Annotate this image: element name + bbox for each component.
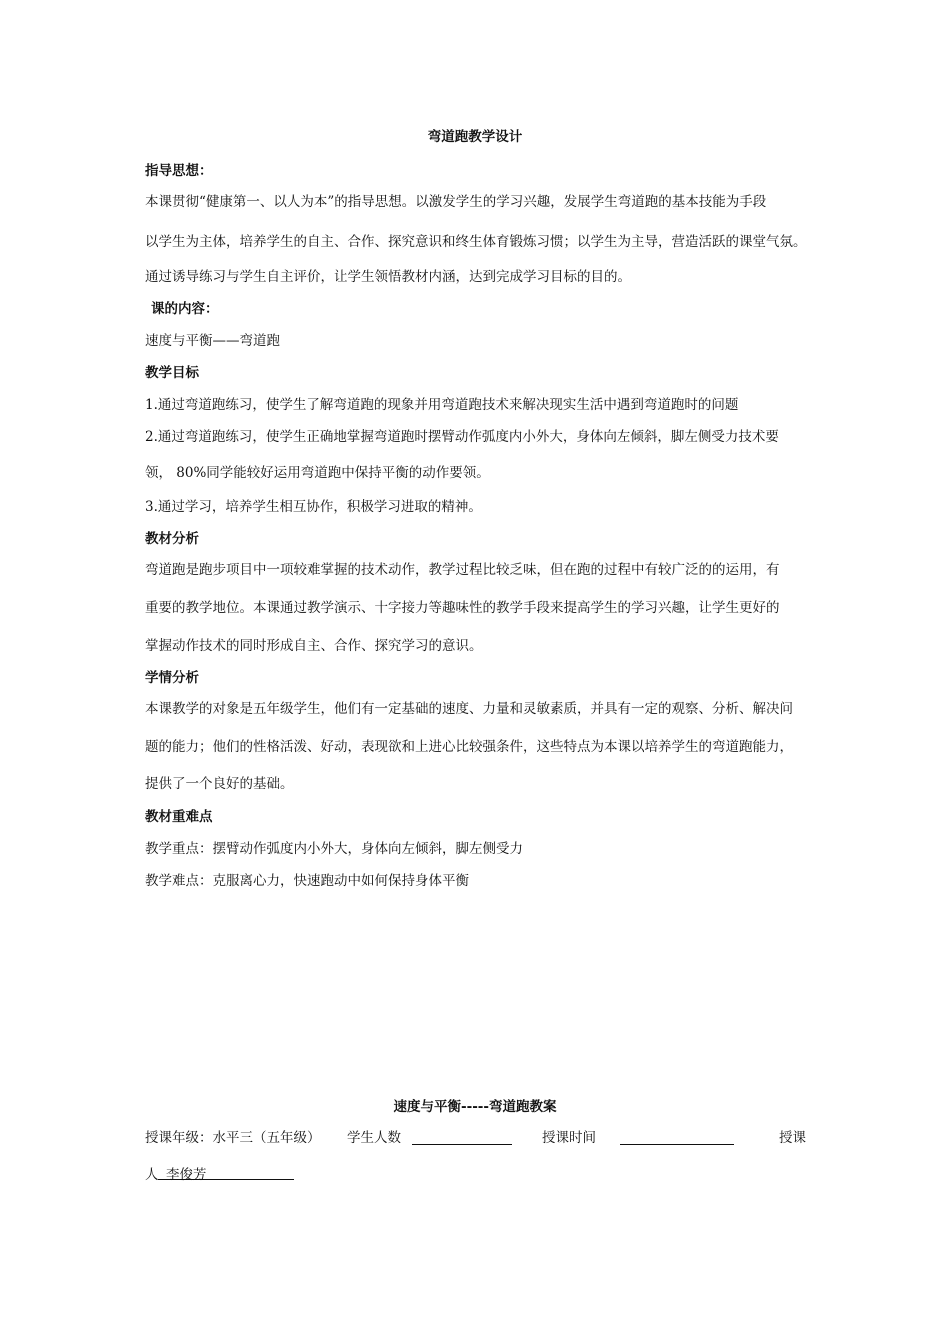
guiding-heading: 指导思想： xyxy=(145,163,213,179)
guiding-line-3: 通过诱导练习与学生自主评价，让学生领悟教材内涵，达到完成学习目标的目的。 xyxy=(145,269,631,285)
objective-line-3: 领， 80%同学能较好运用弯道跑中保持平衡的动作要领。 xyxy=(145,465,490,481)
material-heading: 教材分析 xyxy=(145,531,199,547)
teacher-name: 李俊芳 xyxy=(166,1167,207,1183)
key-point: 教学重点：摆臂动作弧度内小外大，身体向左倾斜，脚左侧受力 xyxy=(145,841,523,857)
objective-line-2: 2.通过弯道跑练习，使学生正确地掌握弯道跑时摆臂动作弧度内小外大，身体向左倾斜，脚左侧受力技术要 xyxy=(145,429,779,445)
plan-title: 速度与平衡-----弯道跑教案 xyxy=(393,1099,557,1115)
difficult-point: 教学难点：克服离心力，快速跑动中如何保持身体平衡 xyxy=(145,873,469,889)
students-line-2: 题的能力；他们的性格活泼、好动，表现欲和上进心比较强条件，这些特点为本课以培养学生的弯道跑能力， xyxy=(145,739,793,755)
document-title: 弯道跑教学设计 xyxy=(427,129,523,145)
objective-line-1: 1.通过弯道跑练习，使学生了解弯道跑的现象并用弯道跑技术来解决现实生活中遇到弯道跑时的问题 xyxy=(145,397,739,413)
guiding-line-2: 以学生为主体，培养学生的自主、合作、探究意识和终生体育锻炼习惯；以学生为主导，营造活跃的课堂气氛。 xyxy=(145,234,807,250)
objectives-heading: 教学目标 xyxy=(145,365,199,381)
material-line-2: 重要的教学地位。本课通过教学演示、十字接力等趣味性的教学手段来提高学生的学习兴趣，让学生更好的 xyxy=(145,600,780,616)
material-line-1: 弯道跑是跑步项目中一项较难掌握的技术动作，教学过程比较乏味，但在跑的过程中有较广泛的的运用，有 xyxy=(145,562,780,578)
students-count-label: 学生人数 xyxy=(347,1130,401,1146)
teacher-name-field xyxy=(158,1163,294,1183)
grade-label: 授课年级：水平三（五年级） xyxy=(145,1130,321,1146)
guiding-line-1: 本课贯彻“健康第一、以人为本”的指导思想。以激发学生的学习兴趣，发展学生弯道跑的基本技能为手段 xyxy=(145,194,767,210)
students-heading: 学情分析 xyxy=(145,670,199,686)
difficulty-heading: 教材重难点 xyxy=(145,809,213,825)
class-time-label: 授课时间 xyxy=(542,1130,596,1146)
teacher-label-part1: 授课 xyxy=(779,1130,806,1146)
material-line-3: 掌握动作技术的同时形成自主、合作、探究学习的意识。 xyxy=(145,638,483,654)
students-line-3: 提供了一个良好的基础。 xyxy=(145,776,294,792)
content-heading: 课的内容： xyxy=(151,301,219,317)
teacher-label-part2: 人 xyxy=(145,1167,159,1183)
content-text: 速度与平衡——弯道跑 xyxy=(145,333,280,349)
students-count-field[interactable] xyxy=(412,1128,512,1145)
students-line-1: 本课教学的对象是五年级学生，他们有一定基础的速度、力量和灵敏素质，并具有一定的观察、分析、解决问 xyxy=(145,701,793,717)
objective-line-4: 3.通过学习，培养学生相互协作，积极学习进取的精神。 xyxy=(145,499,482,515)
class-time-field[interactable] xyxy=(620,1128,734,1145)
